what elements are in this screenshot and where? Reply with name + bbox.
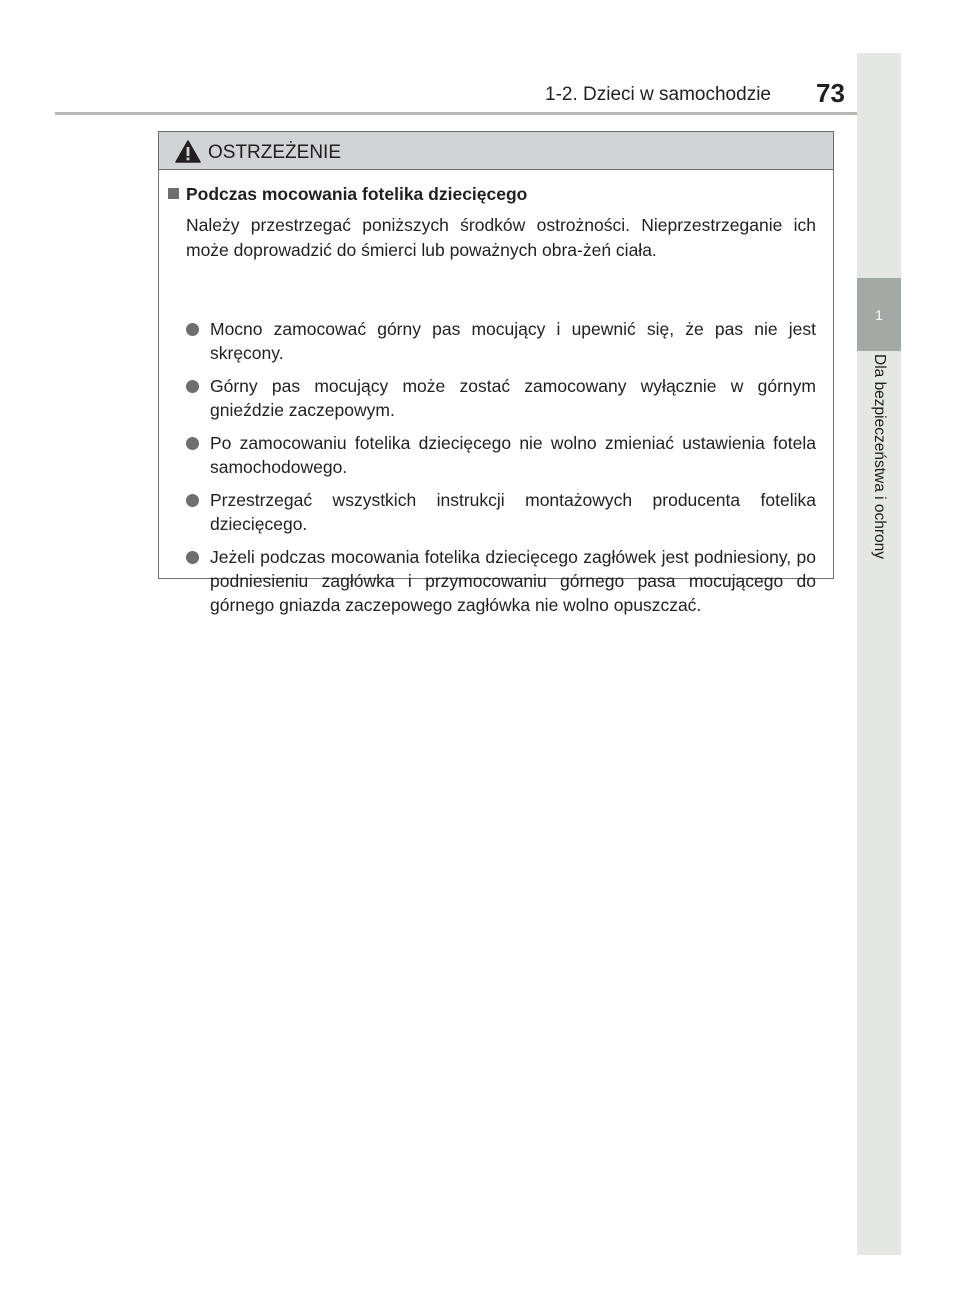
warning-triangle-icon bbox=[175, 140, 201, 168]
chapter-title: Dla bezpieczeństwa i ochrony bbox=[871, 354, 888, 560]
header-rule bbox=[55, 112, 898, 115]
square-bullet-icon bbox=[168, 188, 179, 199]
chapter-side-tab bbox=[857, 53, 901, 1255]
list-item: Mocno zamocować górny pas mocujący i upewnić się, że pas nie jest skręcony. bbox=[186, 317, 816, 365]
warning-title: OSTRZEŻENIE bbox=[208, 142, 342, 163]
list-item: Jeżeli podczas mocowania fotelika dziecięcego zagłówek jest podniesiony, po podniesieniu zagłówka i przymocowaniu górnego pasa mocującego do górnego gniazda zaczepowego zagłówka nie wolno opuszczać. bbox=[186, 545, 816, 617]
page-number: 73 bbox=[816, 78, 845, 108]
warning-subheading-text: Podczas mocowania fotelika dziecięcego bbox=[186, 184, 528, 204]
list-item: Po zamocowaniu fotelika dziecięcego nie wolno zmieniać ustawienia fotela samochodowego. bbox=[186, 431, 816, 479]
warning-intro: Należy przestrzegać poniższych środków ostrożności. Nieprzestrzeganie ich może doprowadzić do śmierci lub poważnych obra-żeń ciała. bbox=[186, 215, 816, 260]
list-item: Górny pas mocujący może zostać zamocowany wyłącznie w górnym gnieździe zaczepowym. bbox=[186, 374, 816, 422]
warning-bullet-list bbox=[186, 317, 816, 617]
list-item: Przestrzegać wszystkich instrukcji montażowych producenta fotelika dziecięcego. bbox=[186, 488, 816, 536]
warning-box bbox=[158, 131, 834, 615]
warning-subheading bbox=[168, 184, 527, 205]
warning-header bbox=[159, 132, 833, 170]
chapter-number: 1 bbox=[857, 278, 901, 351]
section-title: 1-2. Dzieci w samochodzie bbox=[545, 84, 771, 105]
